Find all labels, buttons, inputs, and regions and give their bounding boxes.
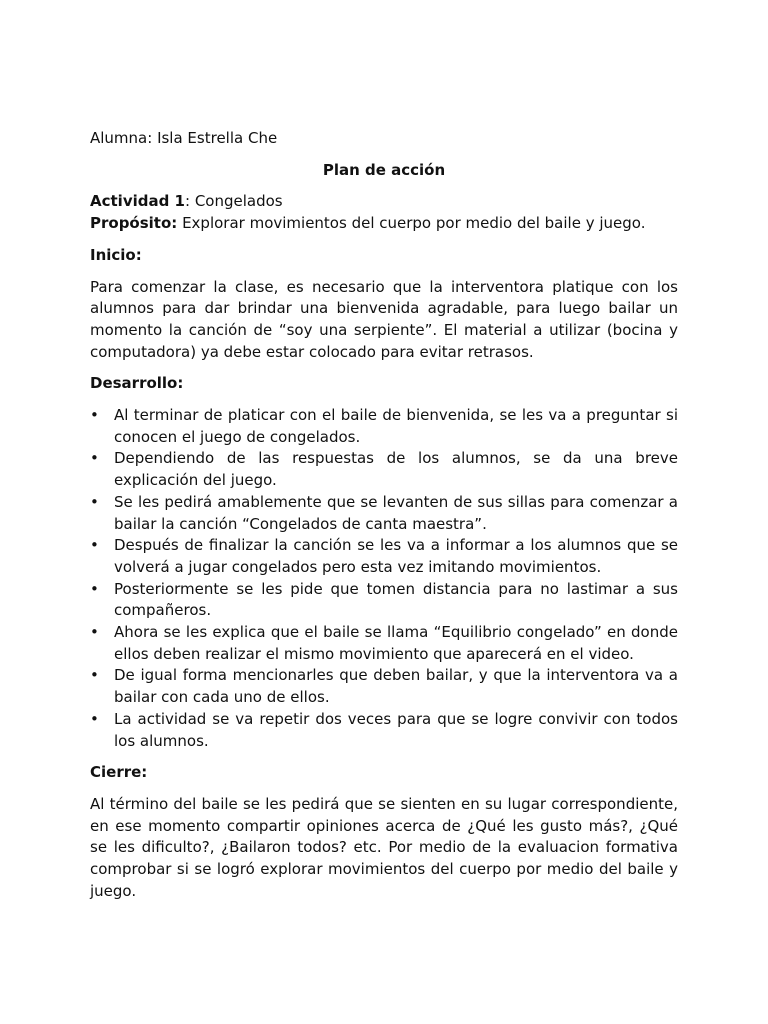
list-item-text: Al terminar de platicar con el baile de bienvenida, se les va a preguntar si conocen el juego de congelados. <box>114 406 678 446</box>
list-item-text: La actividad se va repetir dos veces para que se logre convivir con todos los alumnos. <box>114 709 678 750</box>
bullet-icon: • <box>90 406 99 425</box>
list-item-text: Se les pedirá amablemente que se levanten de sus sillas para comenzar a bailar la canción “Congelados de canta maestra”. <box>114 492 678 533</box>
cierre-text: Al término del baile se les pedirá que se sienten en su lugar correspondiente, en ese momento compartir opiniones acerca de ¿Qué les gusto más?, ¿Qué se les dificulto?, ¿Bailaron todos? etc. Por medio de la evaluacion formativa comprobar si se logró explorar movimientos del cuerpo por medio del baile y juego. <box>90 794 678 900</box>
activity-line <box>90 191 678 213</box>
inicio-text: Para comenzar la clase, es necesario que la interventora platique con los alumnos para dar brindar una bienvenida agradable, para luego bailar un momento la canción de “soy una serpiente”. El material a utilizar (bocina y computadora) ya debe estar colocado para evitar retrasos. <box>90 277 678 361</box>
student-name: Alumna: Isla Estrella Che <box>90 129 278 147</box>
desarrollo-heading: Desarrollo: <box>90 374 184 393</box>
list-item <box>90 622 678 665</box>
list-item <box>90 448 678 491</box>
purpose-line <box>90 213 678 235</box>
bullet-icon: • <box>90 492 99 511</box>
bullet-icon: • <box>90 666 99 685</box>
activity-label: Actividad 1 <box>90 192 185 211</box>
purpose-label: Propósito: <box>90 214 178 233</box>
bullet-icon: • <box>90 449 99 468</box>
activity-value: : Congelados <box>185 192 283 211</box>
list-item <box>90 709 678 752</box>
bullet-icon: • <box>90 579 99 598</box>
bullet-icon: • <box>90 709 99 728</box>
bullet-icon: • <box>90 623 99 642</box>
list-item <box>90 405 678 448</box>
cierre-heading: Cierre: <box>90 763 148 782</box>
purpose-value: Explorar movimientos del cuerpo por medio del baile y juego. <box>177 214 646 233</box>
list-item-text: Después de finalizar la canción se les va a informar a los alumnos que se volverá a jugar congelados pero esta vez imitando movimientos. <box>114 536 678 576</box>
list-item <box>90 579 678 622</box>
list-item-text: De igual forma mencionarles que deben bailar, y que la interventora va a bailar con cada uno de ellos. <box>114 666 678 707</box>
desarrollo-list <box>90 405 678 752</box>
list-item-text: Posteriormente se les pide que tomen distancia para no lastimar a sus compañeros. <box>114 579 678 620</box>
list-item <box>90 535 678 578</box>
inicio-heading: Inicio: <box>90 245 142 264</box>
list-item <box>90 665 678 708</box>
bullet-icon: • <box>90 536 99 555</box>
list-item <box>90 492 678 535</box>
page-title: Plan de acción <box>322 160 446 179</box>
list-item-text: Dependiendo de las respuestas de los alumnos, se da una breve explicación del juego. <box>114 449 678 490</box>
list-item-text: Ahora se les explica que el baile se llama “Equilibrio congelado” en donde ellos deben realizar el mismo movimiento que aparecerá en el video. <box>114 623 678 663</box>
document-page <box>90 128 678 903</box>
